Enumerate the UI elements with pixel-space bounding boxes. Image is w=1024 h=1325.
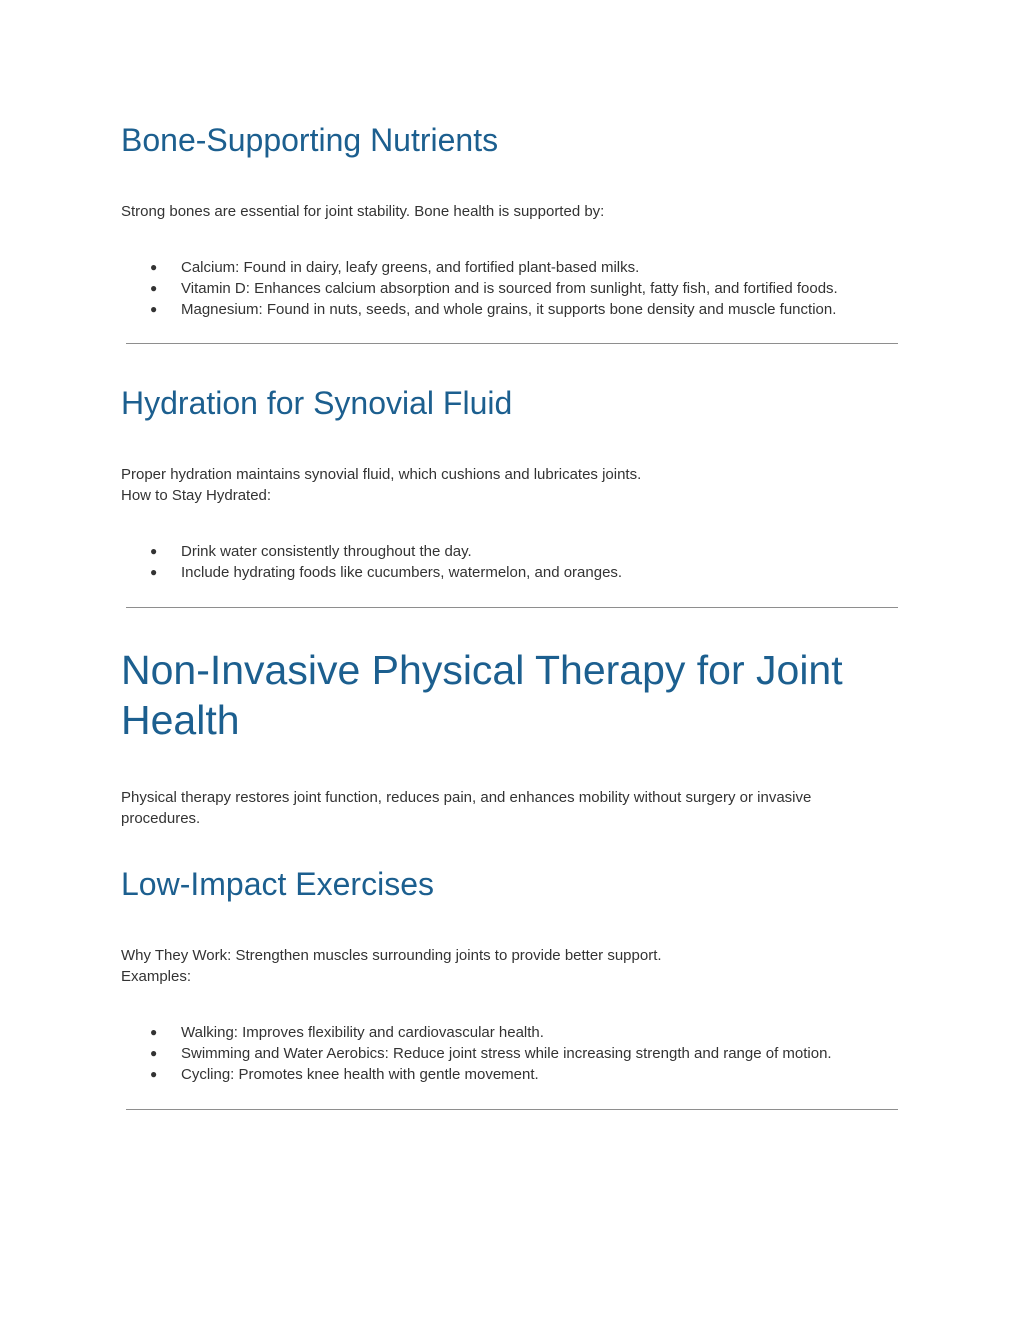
list-item [121,299,838,320]
bullet-icon: ● [150,281,158,295]
list-item [121,1043,832,1064]
list-bone-nutrients [121,257,838,320]
bullet-icon: ● [150,1067,158,1081]
paragraph-line: Examples: [121,968,192,985]
list-exercise-examples [121,1022,832,1085]
list-item [121,1022,832,1043]
list-item-text: Cycling: Promotes knee health with gentle movement. [181,1066,539,1083]
heading-physical-therapy: Non-Invasive Physical Therapy for Joint Health [121,647,843,743]
list-item-text: Vitamin D: Enhances calcium absorption and is sourced from sunlight, fatty fish, and fortified foods. [181,280,838,297]
list-item [121,257,838,278]
paragraph-therapy-intro: Physical therapy restores joint function, reduces pain, and enhances mobility without surgery or invasive procedures. [121,789,812,827]
section-divider [126,343,898,344]
list-item-text: Walking: Improves flexibility and cardiovascular health. [181,1024,544,1041]
list-item-text: Include hydrating foods like cucumbers, watermelon, and oranges. [181,564,623,581]
bullet-icon: ● [150,302,158,316]
section-divider [126,607,898,608]
list-hydration-tips [121,541,622,583]
list-item [121,278,838,299]
list-item [121,562,622,583]
paragraph-line: Proper hydration maintains synovial fluid, which cushions and lubricates joints. [121,466,642,483]
list-item-text: Swimming and Water Aerobics: Reduce joint stress while increasing strength and range of motion. [181,1045,832,1062]
heading-hydration: Hydration for Synovial Fluid [121,385,513,421]
paragraph-exercises-intro [121,945,881,987]
bullet-icon: ● [150,1025,158,1039]
list-item [121,541,622,562]
paragraph-line: How to Stay Hydrated: [121,487,272,504]
paragraph-hydration-intro [121,464,881,506]
list-item-text: Drink water consistently throughout the day. [181,543,472,560]
heading-bone-supporting-nutrients: Bone-Supporting Nutrients [121,122,499,158]
bullet-icon: ● [150,260,158,274]
list-item-text: Magnesium: Found in nuts, seeds, and whole grains, it supports bone density and muscle function. [181,301,837,318]
paragraph-line: Why They Work: Strengthen muscles surrounding joints to provide better support. [121,947,662,964]
bullet-icon: ● [150,544,158,558]
bullet-icon: ● [150,1046,158,1060]
section-divider [126,1109,898,1110]
list-item [121,1064,832,1085]
bullet-icon: ● [150,565,158,579]
heading-low-impact-exercises: Low-Impact Exercises [121,866,434,902]
paragraph-bone-intro: Strong bones are essential for joint stability. Bone health is supported by: [121,203,605,220]
list-item-text: Calcium: Found in dairy, leafy greens, and fortified plant-based milks. [181,259,640,276]
